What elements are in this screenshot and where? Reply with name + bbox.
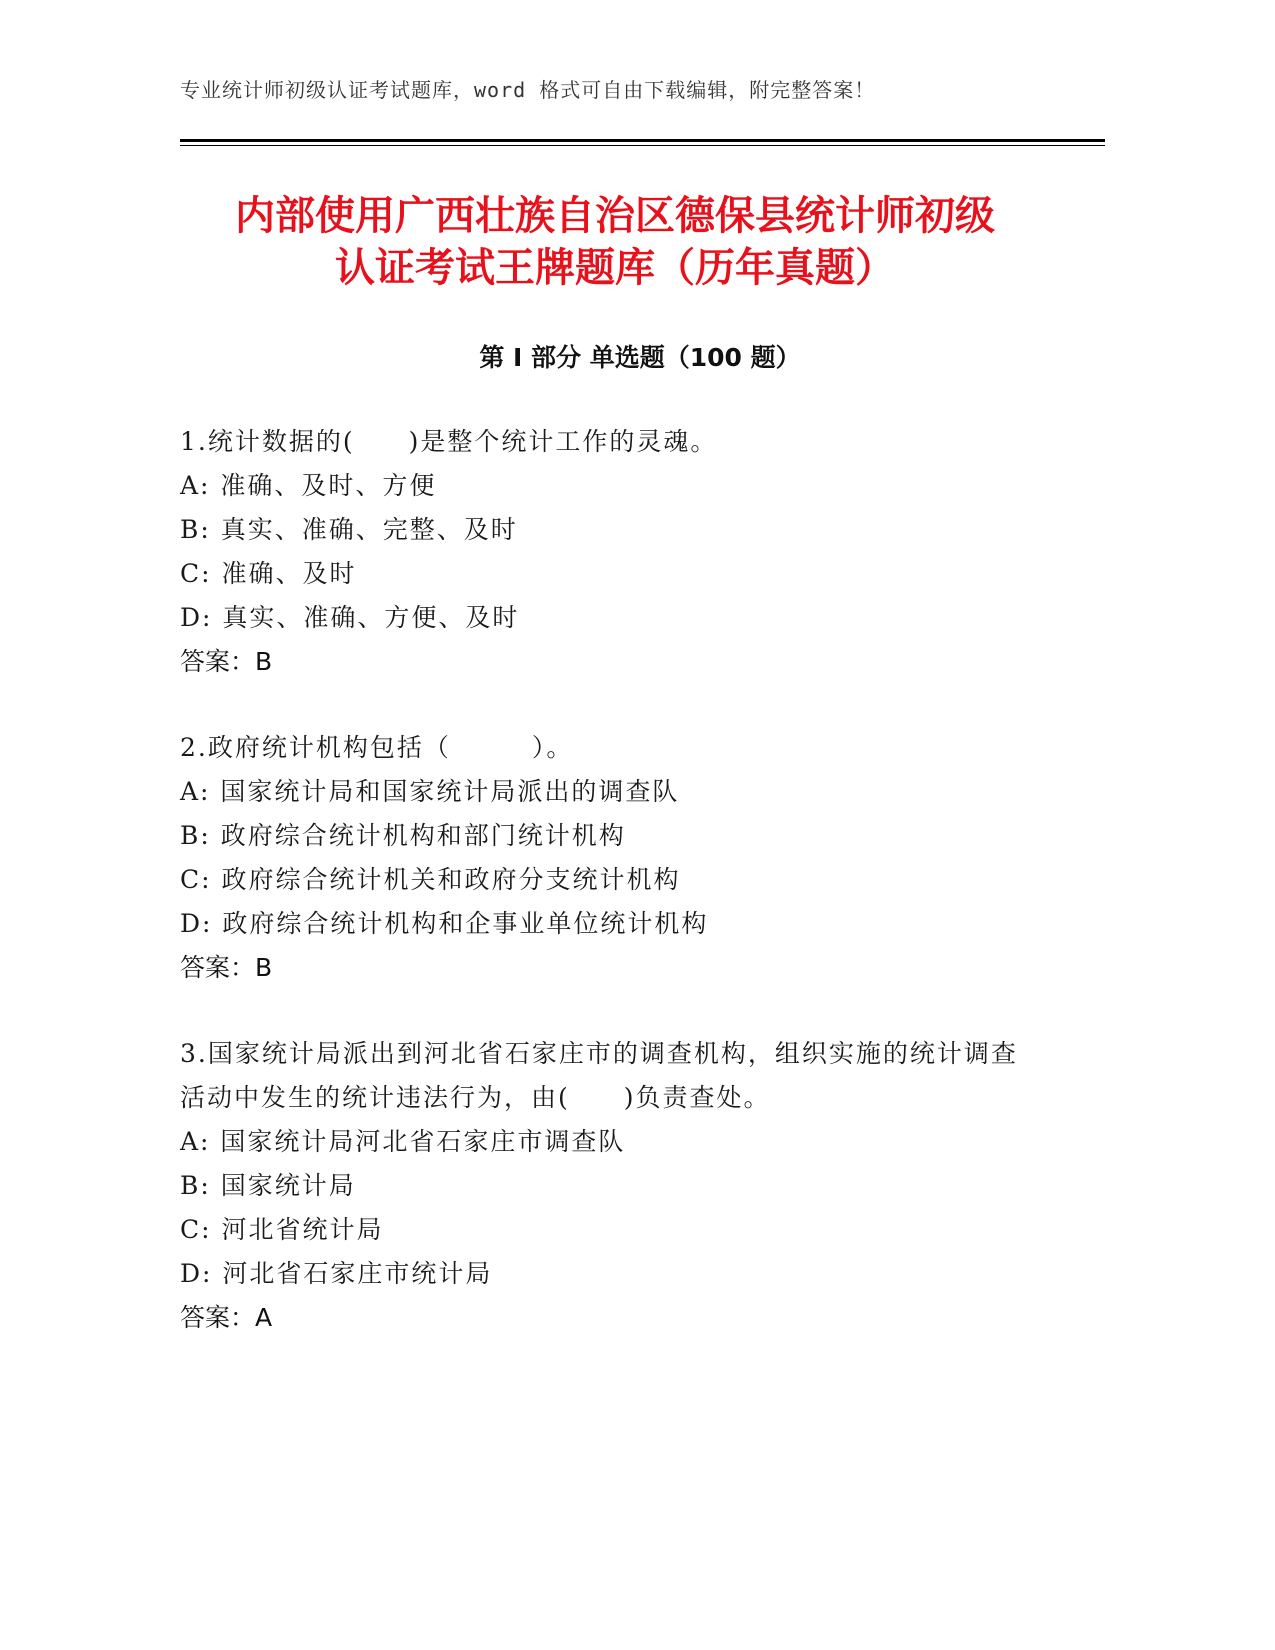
question-stem: 3.国家统计局派出到河北省石家庄市的调查机构，组织实施的统计调查活动中发生的统计违法行为，由( )负责查处。 — [180, 1039, 1018, 1112]
header-rule-thick — [180, 139, 1105, 142]
document-title — [150, 190, 1080, 294]
answer: 答案：B — [180, 647, 273, 676]
question-2 — [180, 726, 1120, 990]
question-stem: 1.统计数据的( )是整个统计工作的灵魂。 — [180, 427, 718, 456]
question-list — [180, 420, 1120, 1382]
section-title: 第 I 部分 单选题（100 题） — [479, 343, 801, 372]
option-d: D: 政府综合统计机构和企事业单位统计机构 — [180, 909, 709, 938]
option-d: D: 真实、准确、方便、及时 — [180, 603, 520, 632]
option-a: A: 国家统计局河北省石家庄市调查队 — [180, 1127, 626, 1156]
document-title-line-2: 认证考试王牌题库（历年真题） — [335, 245, 895, 291]
option-a: A: 国家统计局和国家统计局派出的调查队 — [180, 777, 680, 806]
question-3 — [180, 1032, 1120, 1340]
answer: 答案：B — [180, 953, 273, 982]
option-c: C: 河北省统计局 — [180, 1215, 384, 1244]
option-c: C: 准确、及时 — [180, 559, 357, 588]
question-1 — [180, 420, 1120, 684]
option-d: D: 河北省石家庄市统计局 — [180, 1259, 493, 1288]
header-note: 专业统计师初级认证考试题库，word 格式可自由下载编辑，附完整答案！ — [180, 78, 876, 102]
header-rule-thin — [180, 145, 1105, 146]
option-a: A: 准确、及时、方便 — [180, 471, 437, 500]
option-b: B: 国家统计局 — [180, 1171, 356, 1200]
answer: 答案：A — [180, 1303, 273, 1332]
question-stem: 2.政府统计机构包括（ ）。 — [180, 733, 574, 762]
option-c: C: 政府综合统计机关和政府分支统计机构 — [180, 865, 681, 894]
option-b: B: 真实、准确、完整、及时 — [180, 515, 518, 544]
option-b: B: 政府综合统计机构和部门统计机构 — [180, 821, 626, 850]
document-title-line-1: 内部使用广西壮族自治区德保县统计师初级 — [235, 193, 995, 239]
